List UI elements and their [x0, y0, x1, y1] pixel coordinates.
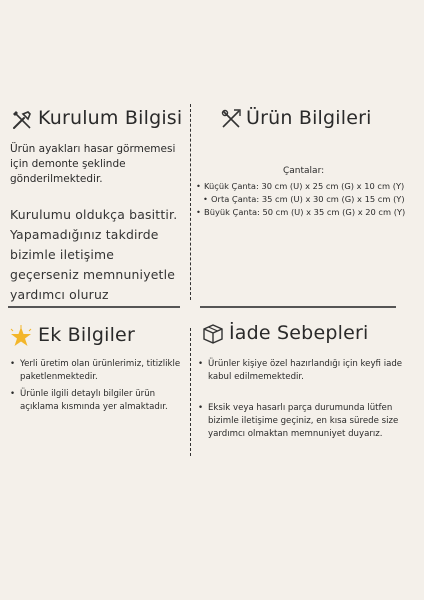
- list-item: • Yerli üretim olan ürünlerimiz, titizlikle paketlenmektedir.: [10, 358, 185, 384]
- urun-subtitle: Çantalar:: [283, 166, 325, 176]
- ek-title: Ek Bilgiler: [38, 324, 135, 346]
- tools-cross-icon: [219, 107, 243, 131]
- tools-icon: [10, 108, 34, 132]
- urun-list: [196, 180, 422, 219]
- urun-title: Ürün Bilgileri: [246, 107, 372, 129]
- list-item: • Küçük Çanta: 30 cm (U) x 25 cm (G) x 10 cm (Y): [196, 180, 422, 193]
- ek-list: [10, 358, 185, 414]
- list-item: • Eksik veya hasarlı parça durumunda lütfen bizimle iletişime geçiniz, en kısa sürede size yardımcı olmaktan memnuniyet duyarız.: [198, 402, 420, 441]
- vertical-divider-bottom: [190, 328, 191, 456]
- star-icon: [9, 325, 33, 349]
- iade-list: [198, 358, 420, 441]
- list-item: • Ürünle ilgili detaylı bilgiler ürün açıklama kısmında yer almaktadır.: [10, 388, 185, 414]
- kurulum-title: Kurulum Bilgisi: [38, 107, 183, 129]
- kurulum-text-1: Ürün ayakları hasar görmemesi için demonte şeklinde gönderilmektedir.: [10, 143, 176, 185]
- list-item: • Büyük Çanta: 50 cm (U) x 35 cm (G) x 20 cm (Y): [196, 206, 422, 219]
- list-item: • Orta Çanta: 35 cm (U) x 30 cm (G) x 15 cm (Y): [203, 193, 422, 206]
- box-icon: [201, 322, 225, 346]
- kurulum-text-2: Kurulumu oldukça basittir. Yapamadığınız takdirde bizimle iletişime geçerseniz memnuniyetle yardımcı oluruz: [10, 207, 178, 302]
- horizontal-divider-left: [8, 306, 180, 308]
- list-item: • Ürünler kişiye özel hazırlandığı için keyfi iade kabul edilmemektedir.: [198, 358, 420, 384]
- vertical-divider-top: [190, 104, 191, 300]
- horizontal-divider-right: [200, 306, 396, 308]
- iade-title: İade Sebepleri: [229, 322, 369, 344]
